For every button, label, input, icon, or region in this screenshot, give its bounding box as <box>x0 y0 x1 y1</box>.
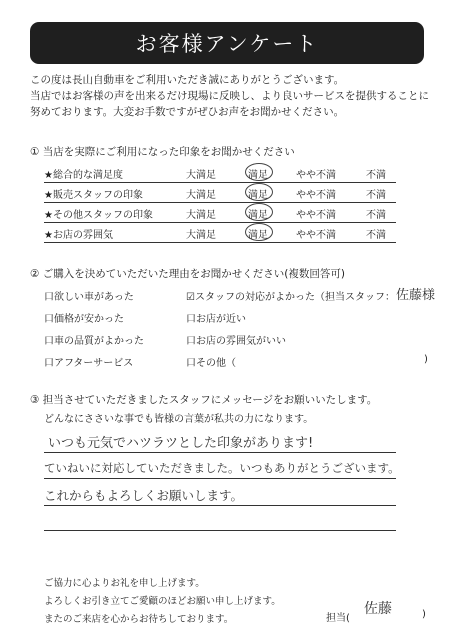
option-store-atmosphere[interactable]: 口お店の雰囲気がいい <box>186 336 286 347</box>
selection-circle <box>245 163 273 181</box>
option-low-price[interactable]: 口価格が安かった <box>44 314 124 325</box>
row-label: ★その他スタッフの印象 <box>44 210 153 221</box>
intro-line-1: この度は長山自動車をご利用いただき誠にありがとうございます。 <box>30 74 345 86</box>
row-label: ★総合的な満足度 <box>44 170 123 181</box>
scale-somewhat-dissatisfied[interactable]: やや不満 <box>296 210 336 221</box>
survey-title: お客様アンケート <box>30 22 424 64</box>
selection-circle <box>245 203 273 221</box>
q1-row-atmosphere <box>44 222 396 243</box>
scale-dissatisfied[interactable]: 不満 <box>366 190 386 201</box>
scale-dissatisfied[interactable]: 不満 <box>366 170 386 181</box>
message-line-1: いつも元気でハツラツとした印象があります! <box>48 436 314 451</box>
scale-somewhat-dissatisfied[interactable]: やや不満 <box>296 230 336 241</box>
scale-very-satisfied[interactable]: 大満足 <box>186 230 216 241</box>
message-rule-2 <box>44 478 396 479</box>
message-rule-4 <box>44 530 396 531</box>
q2-title: ② ご購入を決めていただいた理由をお聞かせください(複数回答可) <box>30 268 345 280</box>
signature-close: ) <box>422 609 426 620</box>
option-other-close: ) <box>424 354 428 365</box>
selection-circle <box>245 183 273 201</box>
q1-row-overall <box>44 162 396 183</box>
option-store-nearby[interactable]: 口お店が近い <box>186 314 246 325</box>
closing-line-2: よろしくお引き立てご愛顧のほどお願い申し上げます。 <box>44 596 281 607</box>
row-label: ★お店の雰囲気 <box>44 230 113 241</box>
scale-dissatisfied[interactable]: 不満 <box>366 210 386 221</box>
message-rule-3 <box>44 505 396 506</box>
scale-somewhat-dissatisfied[interactable]: やや不満 <box>296 170 336 181</box>
scale-satisfied[interactable]: 満足 <box>248 206 268 221</box>
q1-row-sales-staff <box>44 182 396 203</box>
closing-line-3: またのご来店を心からお待ちしております。 <box>44 614 234 625</box>
scale-very-satisfied[interactable]: 大満足 <box>186 170 216 181</box>
option-car-quality[interactable]: 口車の品質がよかった <box>44 336 144 347</box>
checkbox-checked-icon: ☑ <box>186 292 195 303</box>
option-staff-response[interactable]: ☑スタッフの対応がよかった（担当スタッフ： <box>186 292 395 303</box>
intro-line-3: 努めております。大変お手数ですがぜひお声をお聞かせください。 <box>30 106 345 118</box>
scale-satisfied[interactable]: 満足 <box>248 186 268 201</box>
intro-line-2: 当店ではお客様の声を出来るだけ現場に反映し、より良いサービスを提供することに <box>30 90 429 102</box>
option-after-service[interactable]: 口アフターサービス <box>44 358 134 369</box>
scale-somewhat-dissatisfied[interactable]: やや不満 <box>296 190 336 201</box>
closing-line-1: ご協力に心よりお礼を申し上げます。 <box>44 578 205 589</box>
message-line-2: ていねいに対応していただきました。いつもありがとうございます。 <box>44 461 400 475</box>
option-wanted-car[interactable]: 口欲しい車があった <box>44 292 134 303</box>
scale-very-satisfied[interactable]: 大満足 <box>186 210 216 221</box>
scale-satisfied[interactable]: 満足 <box>248 166 268 181</box>
scale-satisfied[interactable]: 満足 <box>248 226 268 241</box>
scale-very-satisfied[interactable]: 大満足 <box>186 190 216 201</box>
option-other[interactable]: 口その他（ <box>186 358 236 369</box>
q1-row-other-staff <box>44 202 396 223</box>
signature-label: 担当( <box>326 613 350 624</box>
q1-title: ① 当店を実際にご利用になった印象をお聞かせください <box>30 146 295 158</box>
selection-circle <box>245 223 273 241</box>
staff-name-handwritten: 佐藤様 <box>396 288 436 303</box>
q3-subtitle: どんなにささいな事でも皆様の言葉が私共の力になります。 <box>44 414 314 425</box>
scale-dissatisfied[interactable]: 不満 <box>366 230 386 241</box>
q3-title: ③ 担当させていただきましたスタッフにメッセージをお願いいたします。 <box>30 394 378 406</box>
row-label: ★販売スタッフの印象 <box>44 190 143 201</box>
message-rule-1 <box>44 452 396 453</box>
signature-name: 佐藤 <box>364 601 392 617</box>
message-line-3: これからもよろしくお願いします。 <box>44 488 244 503</box>
